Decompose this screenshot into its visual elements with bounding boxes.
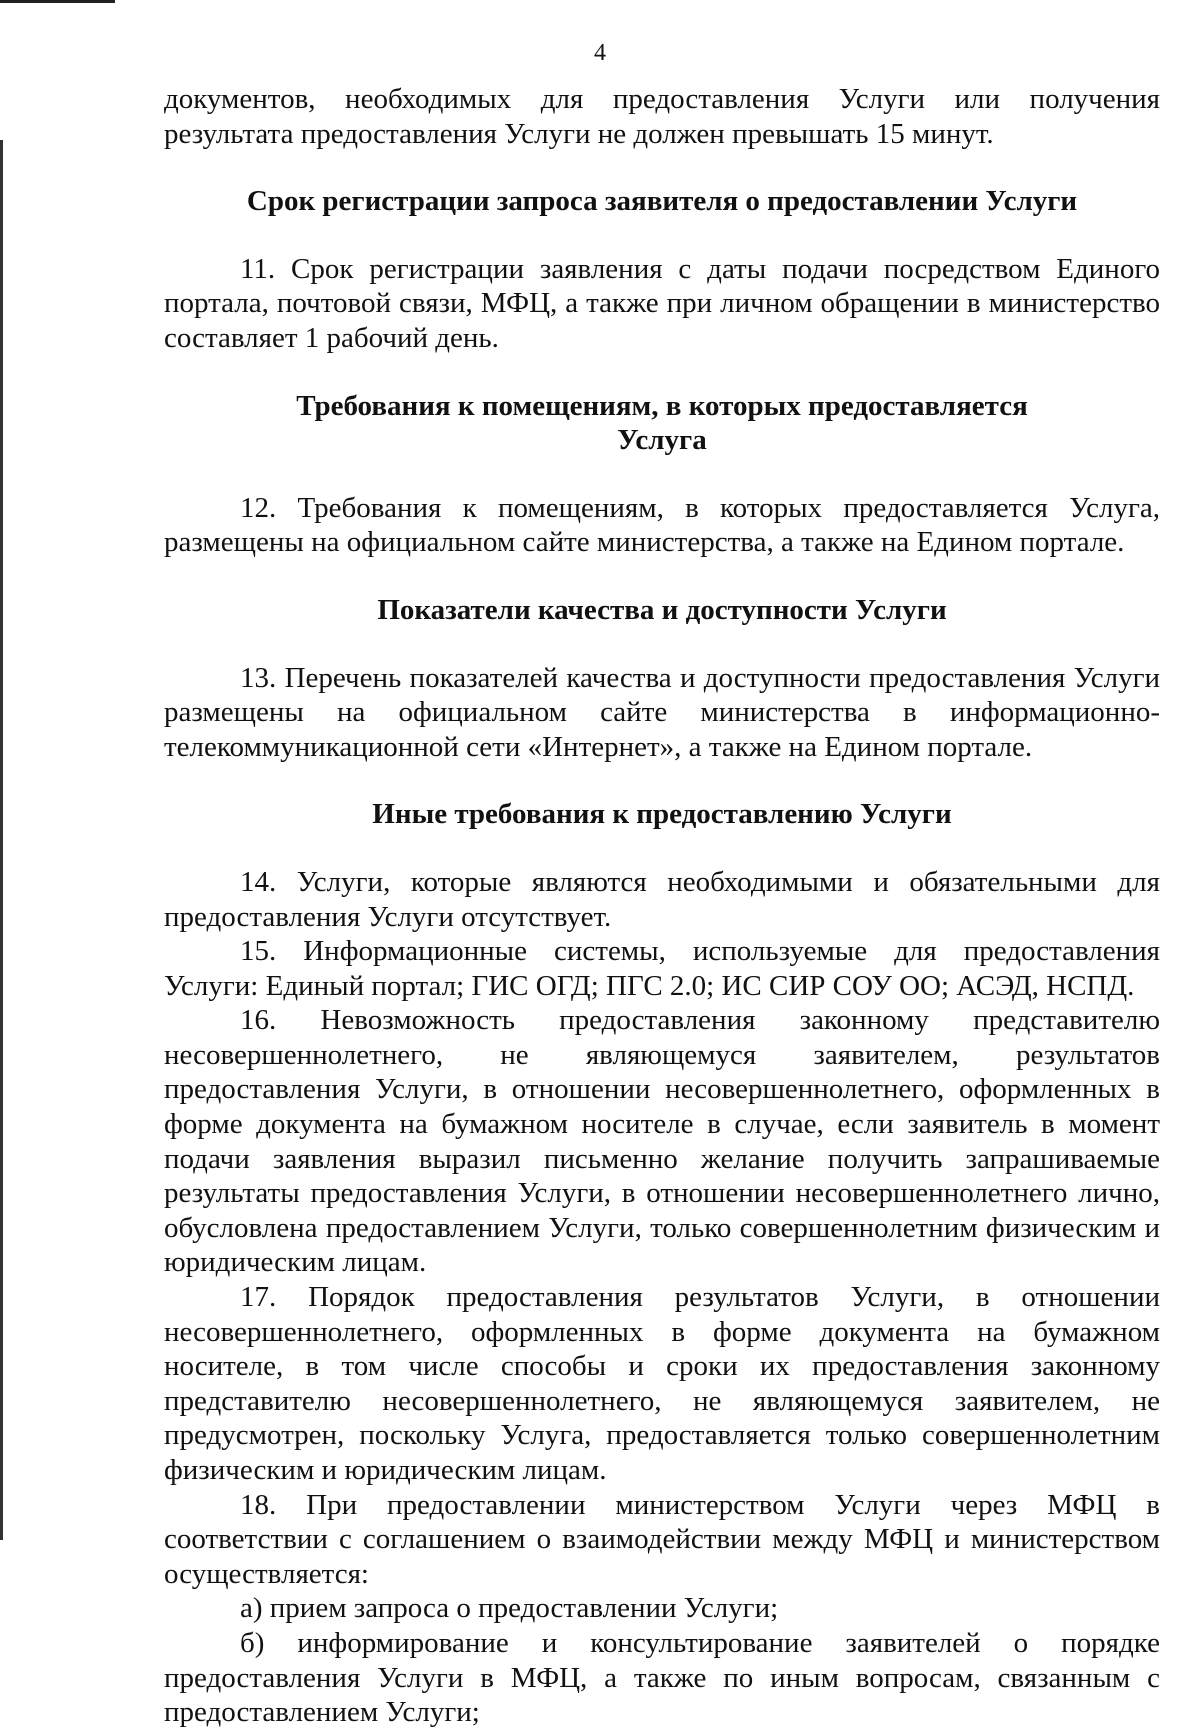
scan-edge-mark-left xyxy=(0,140,3,1540)
paragraph-18: 18. При предоставлении министерством Услуги через МФЦ в соответствии с соглашением о взаимодействии между МФЦ и министерством осуществляется: xyxy=(164,1488,1160,1590)
paragraph-14: 14. Услуги, которые являются необходимыми и обязательными для предоставления Услуги отсутствует. xyxy=(164,865,1160,933)
scan-edge-mark-top xyxy=(0,0,115,3)
paragraph-18-b: б) информирование и консультирование заявителей о порядке предоставления Услуги в МФЦ, а также по иным вопросам, связанным с предоставлением Услуги; xyxy=(164,1626,1160,1729)
paragraph-16: 16. Невозможность предоставления законному представителю несовершеннолетнего, не являющемуся заявителем, результатов предоставления Услуги, в отношении несовершеннолетнего, оформленных в форме документа на бумажном носителе в случае, если заявитель в момент подачи заявления выразил письменно желание получить запрашиваемые результаты предоставления Услуги, в отношении несовершеннолетнего лично, обусловлена предоставлением Услуги, только совершеннолетним физическим и юридическим лицам. xyxy=(164,1004,1160,1279)
heading-registration-term: Срок регистрации запроса заявителя о предоставлении Услуги xyxy=(246,185,1078,218)
paragraph-11: 11. Срок регистрации заявления с даты подачи посредством Единого портала, почтовой связи, МФЦ, а также при личном обращении в министерство составляет 1 рабочий день. xyxy=(164,252,1160,354)
paragraph-18-a: а) прием запроса о предоставлении Услуги; xyxy=(240,1592,779,1625)
paragraph-17: 17. Порядок предоставления результатов Услуги, в отношении несовершеннолетнего, оформленных в форме документа на бумажном носителе, в том числе способы и сроки их предоставления законному представителю несовершеннолетнего, не являющемуся заявителем, не предусмотрен, поскольку Услуга, предоставляется только совершеннолетним физическим и юридическим лицам. xyxy=(164,1281,1160,1486)
intro-paragraph: документов, необходимых для предоставления Услуги или получения результата предоставления Услуги не должен превышать 15 минут. xyxy=(164,83,1160,150)
paragraph-13: 13. Перечень показателей качества и доступности предоставления Услуги размещены на официальном сайте министерства в информационно-телекоммуникационной сети «Интернет», а также на Едином портале. xyxy=(164,661,1160,763)
document-body xyxy=(164,82,1160,1730)
heading-quality-indicators: Показатели качества и доступности Услуги xyxy=(377,593,947,626)
heading-other-requirements: Иные требования к предоставлению Услуги xyxy=(372,798,952,831)
paragraph-12: 12. Требования к помещениям, в которых предоставляется Услуга, размещены на официальном сайте министерства, а также на Едином портале. xyxy=(164,491,1160,559)
page-number: 4 xyxy=(594,40,606,66)
heading-premises-requirements: Требования к помещениям, в которых предоставляется Услуга xyxy=(296,389,1028,457)
paragraph-15: 15. Информационные системы, используемые для предоставления Услуги: Единый портал; ГИС ОГД; ПГС 2.0; ИС СИР СОУ ОО; АСЭД, НСПД. xyxy=(164,935,1160,1002)
